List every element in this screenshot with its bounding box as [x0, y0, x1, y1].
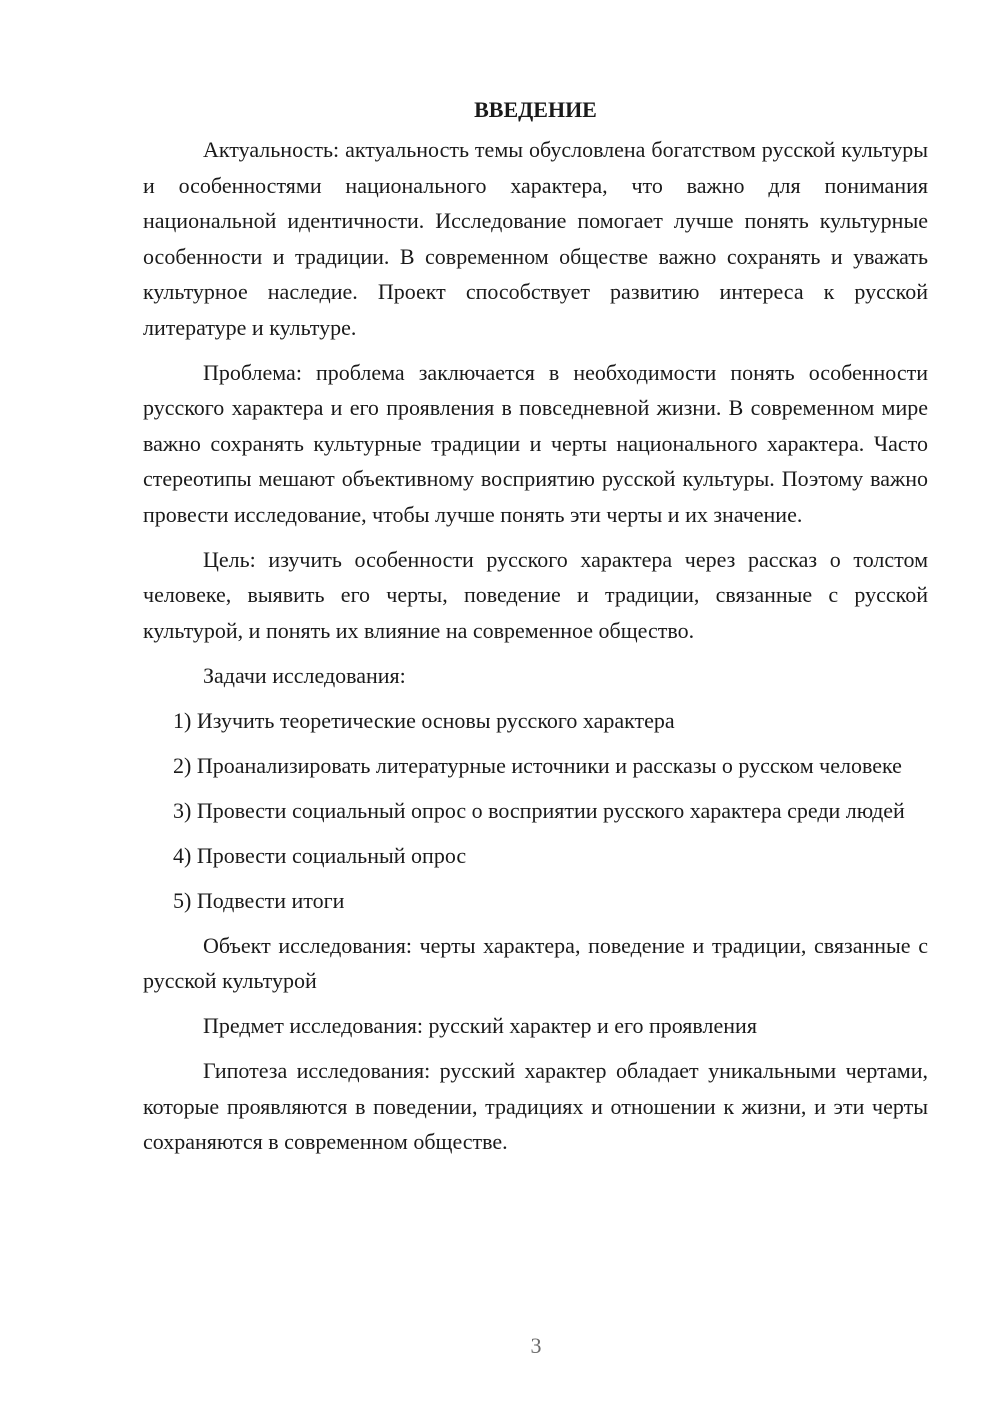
- task-item-5: 5) Подвести итоги: [173, 887, 345, 913]
- problem-paragraph: Проблема: проблема заключается в необходимости понять особенности русского характера и его проявления в повседневной жизни. В современном мире важно сохранять культурные традиции и черты национального характера. Часто стереотипы мешают объективному восприятию русской культуры. Поэтому важно провести исследование, чтобы лучше понять эти черты и их значение.: [143, 359, 928, 527]
- tasks-heading: Задачи исследования:: [203, 662, 406, 688]
- task-item-4: 4) Провести социальный опрос: [173, 842, 467, 868]
- section-title: ВВЕДЕНИЕ: [474, 97, 597, 122]
- goal-paragraph: Цель: изучить особенности русского характера через рассказ о толстом человеке, выявить его черты, поведение и традиции, связанные с русской культурой, и понять их влияние на современное общество.: [143, 546, 928, 643]
- task-item-1: 1) Изучить теоретические основы русского характера: [173, 707, 675, 733]
- task-item-2: 2) Проанализировать литературные источники и рассказы о русском человеке: [173, 752, 902, 778]
- document-page: [143, 92, 928, 1169]
- object-paragraph: Объект исследования: черты характера, поведение и традиции, связанные с русской культурой: [143, 932, 928, 993]
- task-item-3: 3) Провести социальный опрос о восприятии русского характера среди людей: [173, 797, 905, 823]
- hypothesis-paragraph: Гипотеза исследования: русский характер обладает уникальными чертами, которые проявляются в поведении, традициях и отношении к жизни, и эти черты сохраняются в современном обществе.: [143, 1058, 928, 1154]
- relevance-paragraph: Актуальность: актуальность темы обусловлена богатством русской культуры и особенностями национального характера, что важно для понимания национальной идентичности. Исследование помогает лучше понять культурные особенности и традиции. В современном обществе важно сохранять и уважать культурное наследие. Проект способствует развитию интереса к русской литературе и культуре.: [143, 137, 928, 340]
- subject-paragraph: Предмет исследования: русский характер и его проявления: [203, 1013, 757, 1038]
- page-number: 3: [530, 1333, 542, 1358]
